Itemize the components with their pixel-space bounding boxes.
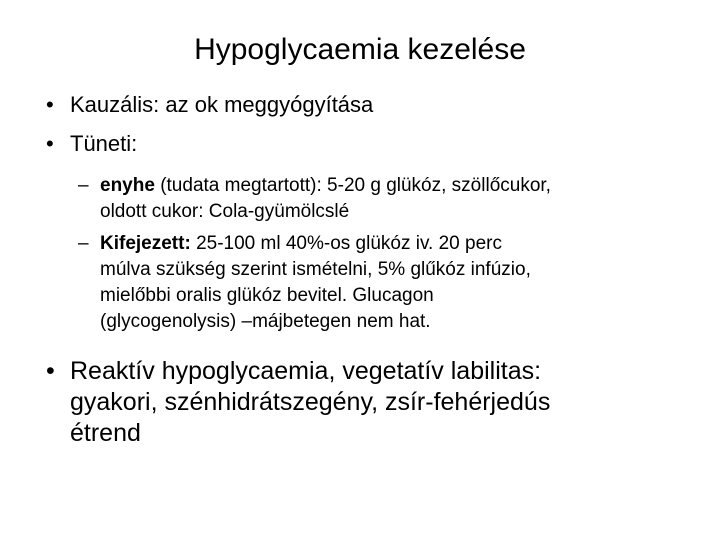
text-line — [100, 231, 531, 257]
bullet-marker: • — [46, 131, 54, 156]
text-line: Reaktív hypoglycaemia, vegetatív labilitas: — [70, 357, 542, 385]
text-line: múlva szükség szerint ismételni, 5% glűkóz infúzio, — [100, 259, 531, 280]
text-line — [100, 173, 551, 199]
bold-term: enyhe — [100, 175, 155, 196]
bullet-text: Tüneti: — [70, 131, 138, 156]
sub-bullet-text — [100, 173, 551, 225]
bullet-text — [70, 356, 550, 449]
bold-term: Kifejezett: — [100, 233, 191, 254]
text-line: oldott cukor: Cola-gyümölcslé — [100, 201, 350, 222]
text-segment: 25-100 ml 40%-os glükóz iv. 20 perc — [190, 233, 502, 254]
bullet-marker: • — [46, 357, 55, 385]
text-line: étrend — [70, 419, 141, 447]
text-segment: (tudata megtartott): 5-20 g glükóz, szöllőcukor, — [154, 175, 551, 196]
slide-title: Hypoglycaemia kezelése — [194, 33, 526, 66]
bullet-text: Kauzális: az ok meggyógyítása — [70, 92, 374, 117]
text-line: (glycogenolysis) –májbetegen nem hat. — [100, 311, 431, 332]
bullet-marker: • — [46, 92, 54, 117]
sub-bullet-text — [100, 231, 531, 335]
text-line: gyakori, szénhidrátszegény, zsír-fehérjedús — [70, 388, 551, 416]
sub-bullet-marker: – — [78, 233, 89, 254]
sub-bullet-marker: – — [78, 175, 89, 196]
text-line: mielőbbi oralis glükóz bevitel. Glucagon — [100, 285, 434, 306]
